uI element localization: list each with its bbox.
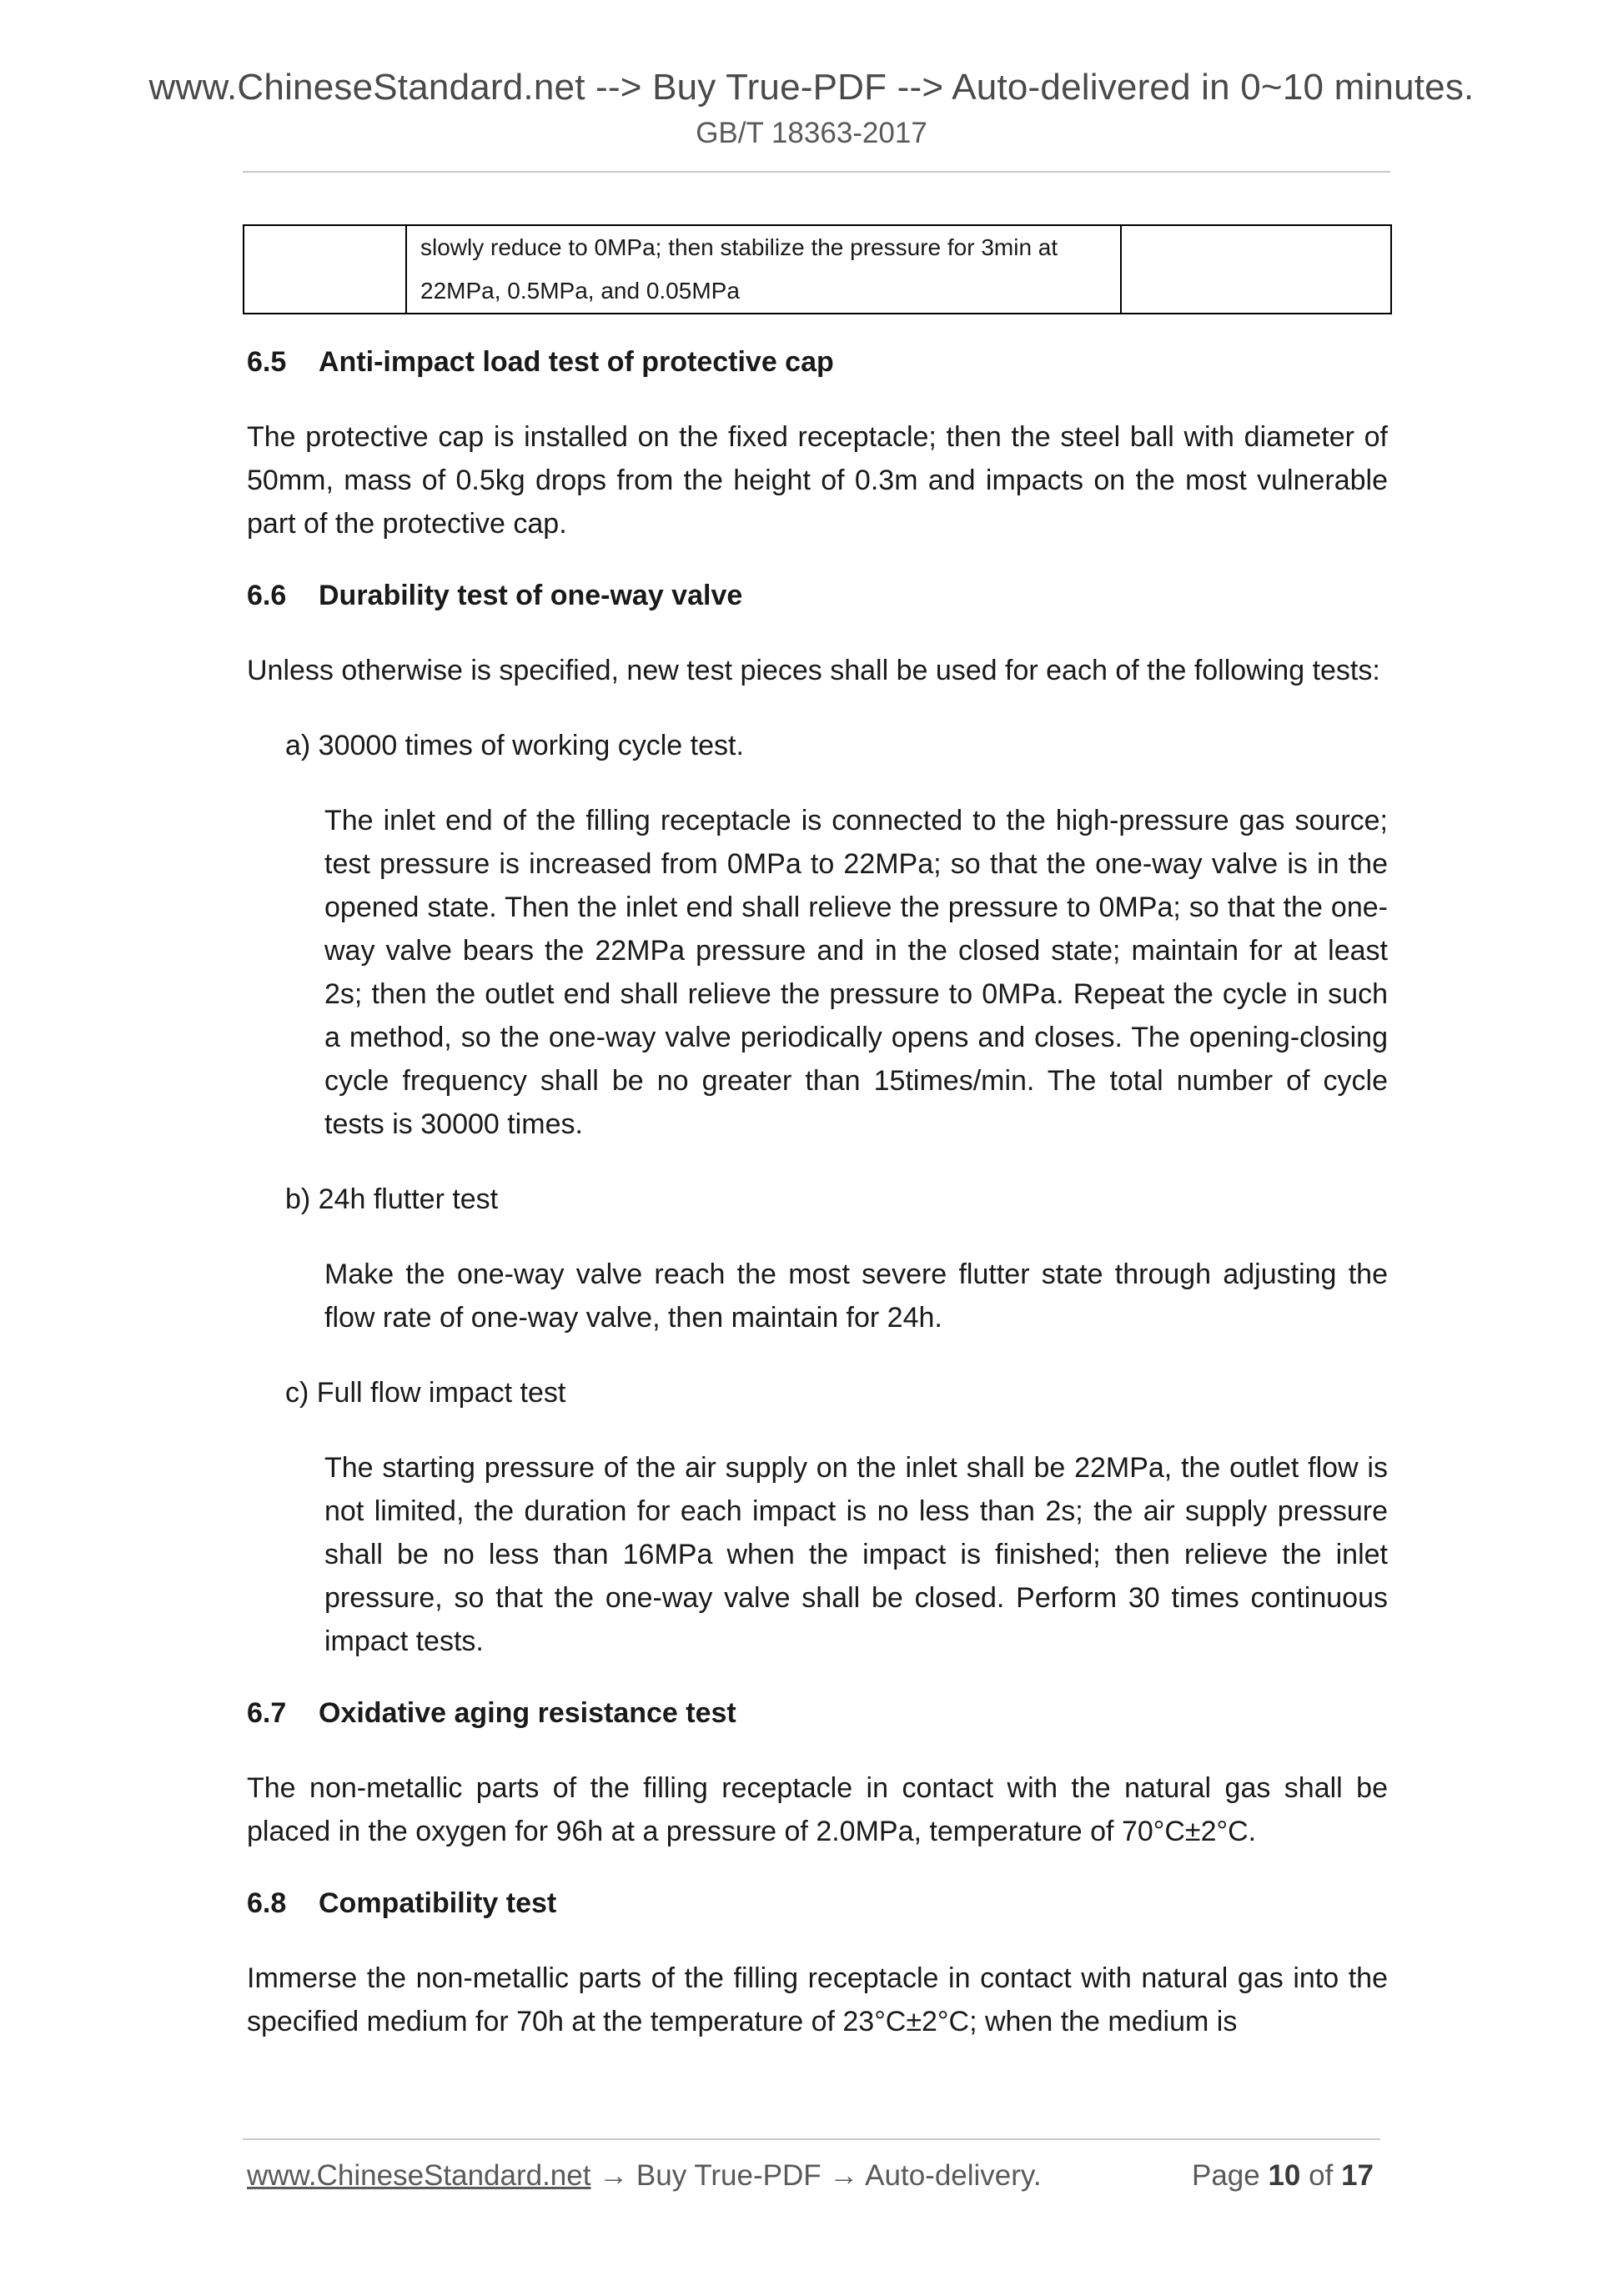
section-6-8-body: Immerse the non-metallic parts of the filling receptacle in contact with natural gas into the specified medium for 70h at the temperature of 23°C±2°C; when the medium is	[247, 1962, 1388, 2037]
section-heading-6-7	[247, 1695, 1388, 1731]
table-cell	[1121, 225, 1391, 314]
page-total: 17	[1341, 2159, 1374, 2192]
standard-code: GB/T 18363-2017	[696, 117, 927, 149]
page-current: 10	[1268, 2159, 1301, 2192]
section-6-5-body: The protective cap is installed on the fixed receptacle; then the steel ball with diameter of 50mm, mass of 0.5kg drops from the height of 0.3m and impacts on the most vulnerable part of the protective cap.	[247, 421, 1388, 540]
footer-left	[247, 2158, 1042, 2194]
list-item-text: Make the one-way valve reach the most severe flutter state through adjusting the flow rate of one-way valve, then maintain for 24h.	[324, 1259, 1388, 1334]
section-number: 6.5	[247, 346, 287, 378]
section-heading-6-6	[247, 577, 1388, 614]
table-cell: slowly reduce to 0MPa; then stabilize the pressure for 3min at 22MPa, 0.5MPa, and 0.05MPa	[406, 225, 1121, 314]
section-title: Oxidative aging resistance test	[319, 1697, 736, 1729]
section-title: Durability test of one-way valve	[319, 580, 743, 611]
section-6-7-body: The non-metallic parts of the filling receptacle in contact with the natural gas shall be placed in the oxygen for 96h at a pressure of 2.0MPa, temperature of 70°C±2°C.	[247, 1772, 1388, 1847]
header-divider	[243, 171, 1390, 173]
section-number: 6.7	[247, 1697, 287, 1729]
list-item-label: a) 30000 times of working cycle test.	[285, 730, 744, 761]
page-indicator	[1192, 2158, 1374, 2194]
table-row	[244, 225, 1391, 314]
continued-table	[243, 224, 1392, 314]
header-banner: www.ChineseStandard.net --> Buy True-PDF --> Auto-delivered in 0~10 minutes.	[148, 67, 1475, 108]
footer-divider	[243, 2138, 1380, 2140]
footer-tagline: → Buy True-PDF → Auto-delivery.	[590, 2159, 1042, 2192]
list-item-text: The starting pressure of the air supply on the inlet shall be 22MPa, the outlet flow is not limited, the duration for each impact is no less than 2s; the air supply pressure shall be no less than 16MPa when the impact is finished; then relieve the inlet pressure, so that the one-way valve shall be closed. Perform 30 times continuous impact tests.	[324, 1452, 1388, 1657]
footer-site-link[interactable]: www.ChineseStandard.net	[247, 2159, 591, 2192]
page-body	[247, 344, 1388, 2075]
list-item-text: The inlet end of the filling receptacle is connected to the high-pressure gas source; test pressure is increased from 0MPa to 22MPa; so that the one-way valve is in the opened state. Then the inlet end shall relieve the pressure to 0MPa; so that the one-way valve bears the 22MPa pressure and in the closed state; maintain for at least 2s; then the outlet end shall relieve the pressure to 0MPa. Repeat the cycle in such a method, so the one-way valve periodically opens and closes. The opening-closing cycle frequency shall be no greater than 15times/min. The total number of cycle tests is 30000 times.	[324, 805, 1388, 1140]
list-item-label: b) 24h flutter test	[285, 1183, 499, 1215]
section-title: Anti-impact load test of protective cap	[319, 346, 834, 378]
section-title: Compatibility test	[319, 1887, 557, 1919]
page-word: Page	[1191, 2159, 1260, 2192]
list-item-label: c) Full flow impact test	[285, 1377, 566, 1409]
of-word: of	[1309, 2159, 1334, 2192]
section-number: 6.6	[247, 580, 287, 611]
section-number: 6.8	[247, 1887, 287, 1919]
table-cell	[244, 225, 406, 314]
section-6-6-intro: Unless otherwise is specified, new test pieces shall be used for each of the following tests:	[247, 655, 1380, 686]
section-heading-6-5	[247, 344, 1388, 380]
section-heading-6-8	[247, 1885, 1388, 1922]
